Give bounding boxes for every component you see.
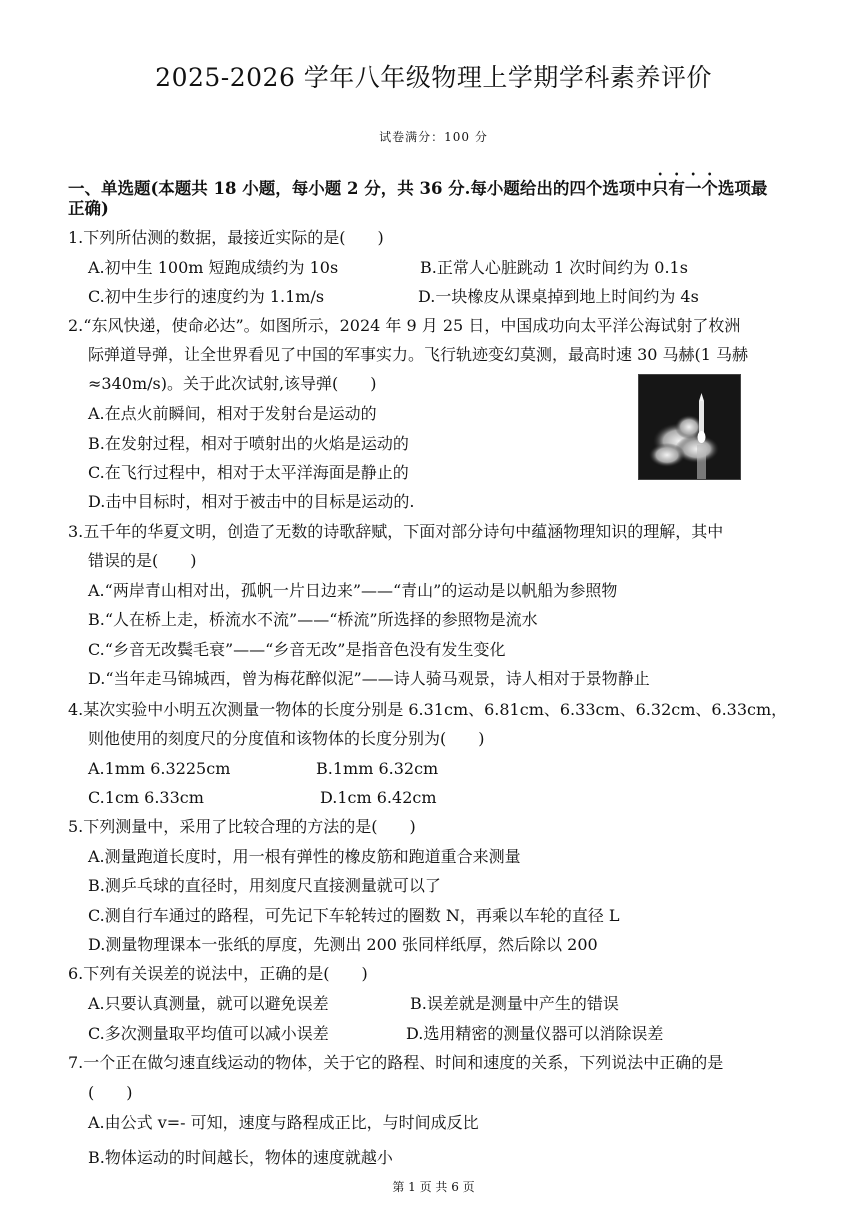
q6-option-a: A.只要认真测量，就可以避免误差	[88, 994, 329, 1013]
missile-launch-image	[639, 375, 740, 479]
q7-stem-line2: ( )	[88, 1083, 133, 1102]
section-heading-cont: 正确)	[68, 199, 109, 218]
q2-stem-line1: 2.“东风快递，使命必达”。如图所示，2024 年 9 月 25 日，中国成功向太平洋公海试射了枚洲	[68, 316, 741, 335]
q2-stem-line2: 际弹道导弹，让全世界看见了中国的军事实力。飞行轨迹变幻莫测，最高时速 30 马赫(1 马赫	[88, 345, 749, 364]
q4-stem-line2: 则他使用的刻度尺的分度值和该物体的长度分别为( )	[88, 729, 485, 748]
q4-stem-line1: 4.某次实验中小明五次测量一物体的长度分别是 6.31cm、6.81cm、6.33cm、6.32cm、6.33cm，	[68, 700, 788, 719]
page-footer: 第 1 页 共 6 页	[392, 1180, 475, 1194]
q5-option-c: C.测自行车通过的路程，可先记下车轮转过的圈数 N，再乘以车轮的直径 L	[88, 906, 620, 925]
q2-option-d: D.击中目标时，相对于被击中的目标是运动的.	[88, 492, 415, 511]
section-heading-part-b: 选项最	[717, 179, 768, 198]
q2-option-b: B.在发射过程，相对于喷射出的火焰是运动的	[88, 434, 409, 453]
q6-option-c: C.多次测量取平均值可以减小误差	[88, 1024, 329, 1043]
q6-option-d: D.选用精密的测量仪器可以消除误差	[406, 1024, 664, 1043]
q1-option-c: C.初中生步行的速度约为 1.1m/s	[88, 287, 325, 306]
exam-title: 2025-2026 学年八年级物理上学期学科素养评价	[155, 63, 712, 92]
section-heading-emphasis: 只有一个	[651, 179, 718, 198]
q1-option-d: D.一块橡皮从课桌掉到地上时间约为 4s	[418, 287, 699, 306]
q1-option-a: A.初中生 100m 短跑成绩约为 10s	[88, 258, 339, 277]
q4-option-a: A.1mm 6.3225cm	[88, 759, 231, 778]
q7-option-b: B.物体运动的时间越长，物体的速度就越小	[88, 1148, 393, 1167]
missile-launch-photo	[638, 374, 741, 480]
q3-option-d: D.“当年走马锦城西，曾为梅花醉似泥”——诗人骑马观景，诗人相对于景物静止	[88, 669, 650, 688]
q3-option-a: A.“两岸青山相对出，孤帆一片日边来”——“青山”的运动是以帆船为参照物	[88, 581, 618, 600]
q1-stem: 1.下列所估测的数据，最接近实际的是( )	[68, 228, 384, 247]
exam-full-score: 试卷满分：100 分	[379, 130, 488, 144]
q3-option-b: B.“人在桥上走，桥流水不流”——“桥流”所选择的参照物是流水	[88, 610, 538, 629]
q6-stem: 6.下列有关误差的说法中，正确的是( )	[68, 964, 368, 983]
q5-option-a: A.测量跑道长度时，用一根有弹性的橡皮筋和跑道重合来测量	[88, 847, 521, 866]
section-heading-part-a: 一、单选题(本题共 18 小题，每小题 2 分，共 36 分.每小题给出的四个选项中	[68, 179, 652, 198]
q4-option-d: D.1cm 6.42cm	[320, 788, 437, 807]
q7-option-a: A.由公式 v=- 可知，速度与路程成正比，与时间成反比	[88, 1113, 479, 1132]
q5-option-b: B.测乒乓球的直径时，用刻度尺直接测量就可以了	[88, 876, 441, 895]
q4-option-b: B.1mm 6.32cm	[316, 759, 439, 778]
q3-option-c: C.“乡音无改鬓毛衰”——“乡音无改”是指音色没有发生变化	[88, 640, 506, 659]
q2-option-a: A.在点火前瞬间，相对于发射台是运动的	[88, 404, 377, 423]
q5-stem: 5.下列测量中，采用了比较合理的方法的是( )	[68, 817, 416, 836]
section-heading	[68, 169, 767, 199]
q5-option-d: D.测量物理课本一张纸的厚度，先测出 200 张同样纸厚，然后除以 200	[88, 935, 598, 954]
q7-stem-line1: 7.一个正在做匀速直线运动的物体，关于它的路程、时间和速度的关系，下列说法中正确的是	[68, 1053, 724, 1072]
q4-option-c: C.1cm 6.33cm	[88, 788, 204, 807]
q3-stem-line1: 3.五千年的华夏文明，创造了无数的诗歌辞赋，下面对部分诗句中蕴涵物理知识的理解，其中	[68, 522, 724, 541]
q1-option-b: B.正常人心脏跳动 1 次时间约为 0.1s	[420, 258, 688, 277]
q6-option-b: B.误差就是测量中产生的错误	[410, 994, 619, 1013]
q3-stem-line2: 错误的是( )	[88, 551, 197, 570]
q2-option-c: C.在飞行过程中，相对于太平洋海面是静止的	[88, 463, 409, 482]
q2-stem-line3: ≈340m/s)。关于此次试射,该导弹( )	[88, 374, 377, 393]
